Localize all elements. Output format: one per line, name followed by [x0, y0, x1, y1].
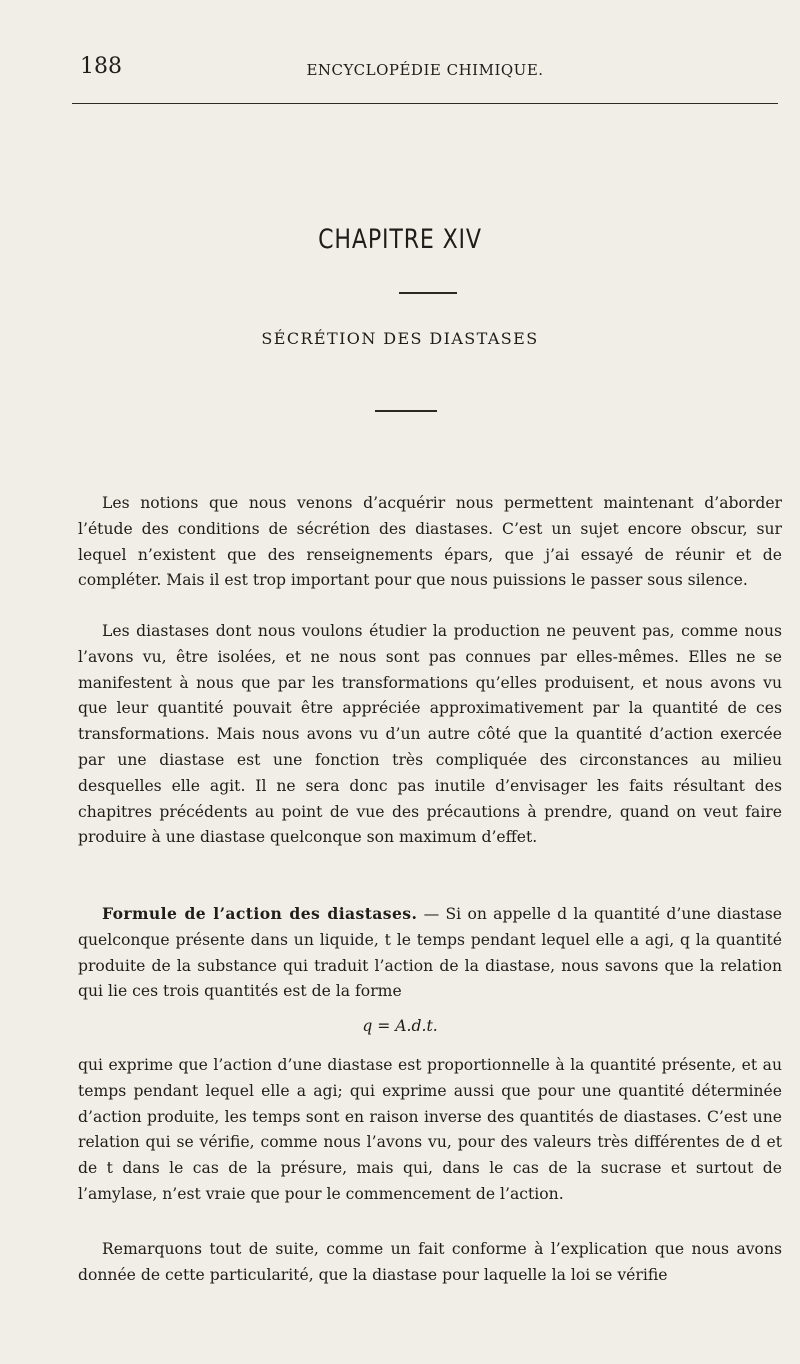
section-title: SÉCRÉTION DES DIASTASES [261, 329, 539, 348]
running-head [72, 54, 778, 88]
run-in-heading: Formule de l’action des diastases. [102, 904, 418, 923]
header-rule [72, 103, 778, 104]
chapter-divider [399, 292, 457, 294]
paragraph-2: Les diastases dont nous voulons étudier la production ne peuvent pas, comme nous l’avons vu, être isolées, et ne nous sont pas connues par elles-mêmes. Elles ne se manifestent à nous que par les transformations qu’elles produisent, et nous avons vu que leur quantité pouvait être appréciée approximativement par la quantité de ces transformations. Mais nous avons vu d’un autre côté que la quantité d’action exercée par une diastase est une fonction très compliquée des circonstances au milieu desquelles elle agit. Il ne sera donc pas inutile d’envisager les faits résultant des chapitres précédents au point de vue des précautions à prendre, quand on veut faire produire à une diastase quelconque son maximum d’effet. [78, 622, 782, 847]
running-title: ENCYCLOPÉDIE CHIMIQUE. [306, 61, 544, 79]
chapter-title: CHAPITRE XIV [318, 224, 482, 255]
formula-section-intro [78, 901, 782, 1005]
formula-explanation: qui exprime que l’action d’une diastase est proportionnelle à la quantité présente, et au temps pendant lequel elle a agi; qui exprime aussi que pour une quantité déterminée d’action produite, les temps sont en raison inverse des quantités de diastases. C’est une relation qui se vérifie, comme nous l’avons vu, pour des valeurs très différentes de d et de t dans le cas de la présure, mais qui, dans le cas de la sucrase et surtout de l’amylase, n’est vraie que pour le commencement de l’action. [78, 1056, 782, 1203]
paragraph-1: Les notions que nous venons d’acquérir nous permettent maintenant d’aborder l’étude des conditions de sécrétion des diastases. C’est un sujet encore obscur, sur lequel n’existent que des renseignements épars, que j’ai essayé de réunir et de compléter. Mais il est trop important pour que nous puissions le passer sous silence. [78, 494, 782, 590]
section-divider [375, 410, 437, 412]
formula: q = A.d.t. [362, 1017, 438, 1035]
page-number: 188 [80, 54, 122, 79]
formula-intro-text: — Si on appelle d la quantité d’une diastase quelconque présente dans un liquide, t le temps pendant lequel elle a agi, q la quantité produite de la substance qui traduit l’action de la diastase, nous savons que la relation qui lie ces trois quantités est de la forme [78, 905, 782, 1001]
closing-paragraph: Remarquons tout de suite, comme un fait conforme à l’explication que nous avons donnée de cette particularité, que la diastase pour laquelle la loi se vérifie [78, 1240, 782, 1284]
